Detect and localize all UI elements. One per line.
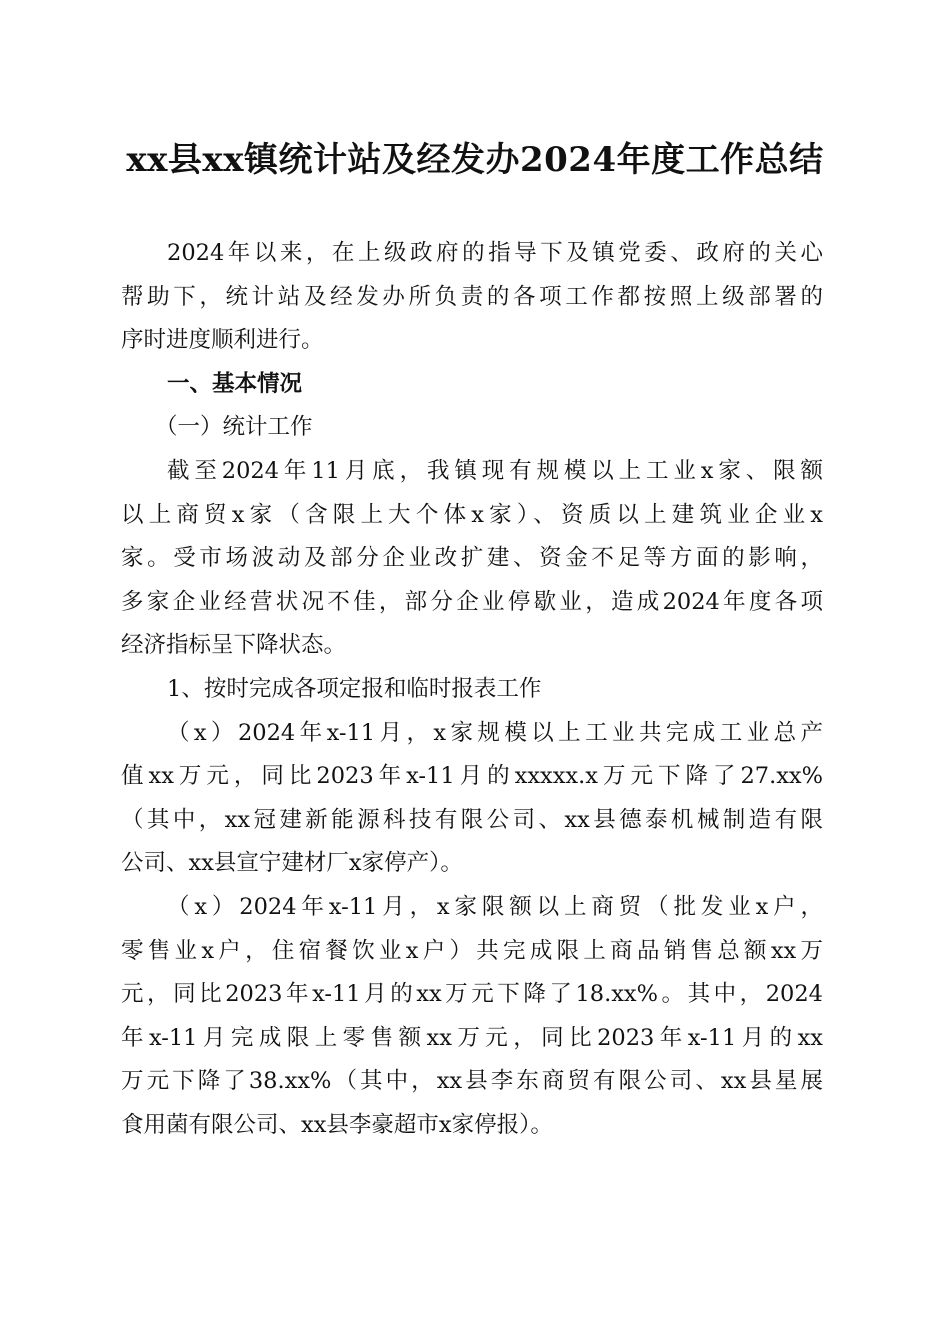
text-line: 零售业x户，住宿餐饮业x户）共完成限上商品销售总额xx万 — [121, 937, 823, 964]
text-line: （x）2024年x-11月，x家规模以上工业共完成工业总产 — [167, 719, 823, 746]
text-line: 以上商贸x家（含限上大个体x家）、资质以上建筑业企业x — [121, 501, 823, 528]
text-line: 年x-11月完成限上零售额xx万元，同比2023年x-11月的xx — [121, 1024, 823, 1051]
text-line: 食用菌有限公司、xx县李豪超市x家停报）。 — [121, 1111, 553, 1138]
item-heading: 1、按时完成各项定报和临时报表工作 — [167, 675, 542, 702]
text-line: 2024年以来，在上级政府的指导下及镇党委、政府的关心 — [167, 240, 823, 266]
text-line: （x）2024年x-11月，x家限额以上商贸（批发业x户， — [167, 893, 823, 920]
text-line: 帮助下，统计站及经发办所负责的各项工作都按照上级部署的 — [121, 283, 823, 310]
commerce-paragraph — [121, 886, 823, 1148]
text-line: 多家企业经营状况不佳，部分企业停歇业，造成2024年度各项 — [121, 588, 823, 615]
text-line: 家。受市场波动及部分企业改扩建、资金不足等方面的影响， — [121, 545, 823, 572]
intro-paragraph — [121, 232, 823, 363]
text-line: 序时进度顺利进行。 — [121, 327, 324, 354]
text-line: 元，同比2023年x-11月的xx万元下降了18.xx%。其中，2024 — [121, 981, 823, 1008]
text-line: 经济指标呈下降状态。 — [121, 632, 347, 659]
industry-paragraph — [121, 712, 823, 886]
subsection-heading: （一）统计工作 — [155, 414, 313, 441]
overview-paragraph — [121, 450, 823, 668]
text-line: 公司、xx县宣宁建材厂x家停产）。 — [121, 850, 463, 877]
document-title: xx县xx镇统计站及经发办2024年度工作总结 — [126, 140, 824, 180]
section-heading: 一、基本情况 — [167, 370, 303, 397]
document-body — [121, 232, 823, 1147]
text-line: （其中，xx冠建新能源科技有限公司、xx县德泰机械制造有限 — [121, 806, 823, 833]
text-line: 万元下降了38.xx%（其中，xx县李东商贸有限公司、xx县星展 — [121, 1068, 823, 1095]
text-line: 截至2024年11月底，我镇现有规模以上工业x家、限额 — [167, 457, 823, 484]
text-line: 值xx万元，同比2023年x-11月的xxxxx.x万元下降了27.xx% — [121, 763, 823, 790]
